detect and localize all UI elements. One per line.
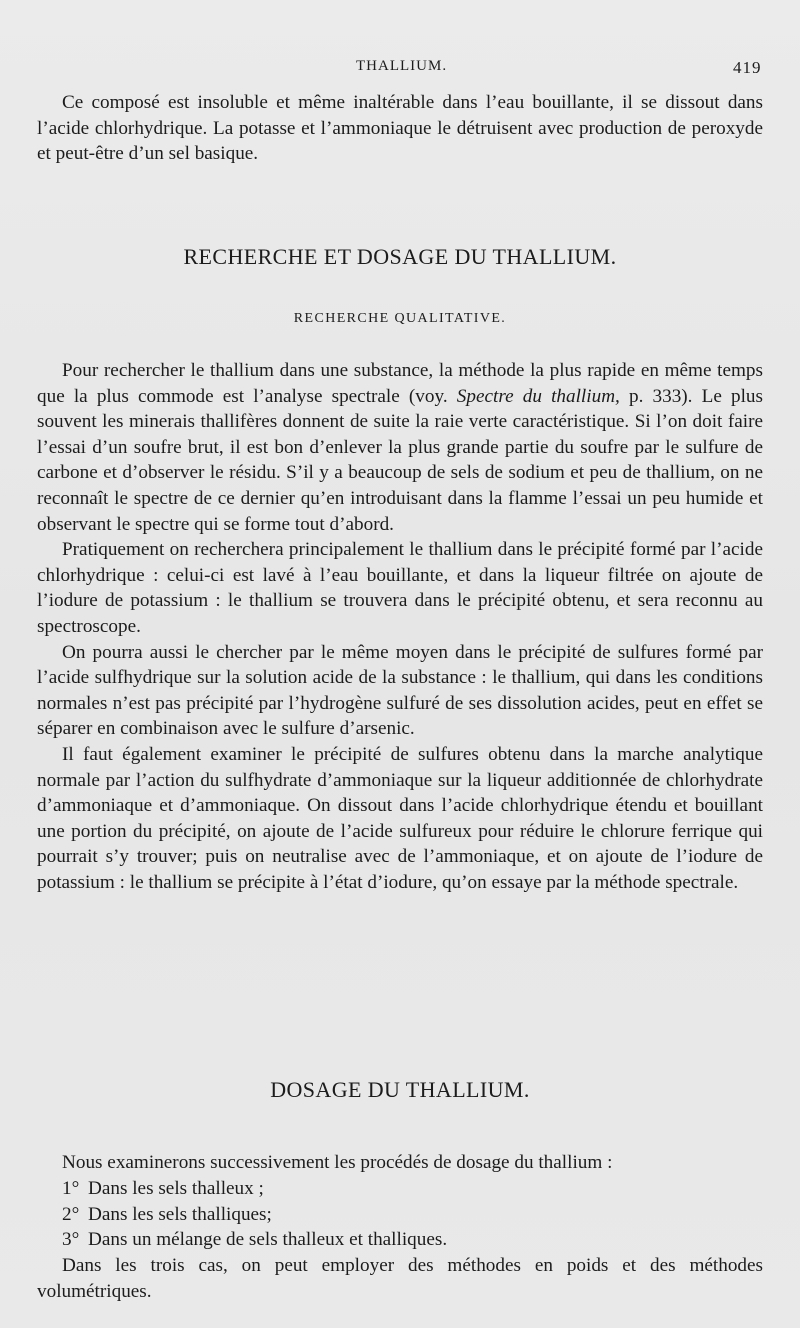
list-number: 3° bbox=[62, 1229, 80, 1251]
list-text: Dans les sels thalleux ; bbox=[88, 1178, 264, 1199]
dosage-intro-block bbox=[37, 1150, 763, 1176]
qualitative-paragraph-2: Pratiquement on recherchera principalement le thallium dans le précipité formé par l’acide chlorhydrique : celui-ci est lavé à l’eau bouillante, et dans la liqueur filtrée on ajoute de l’iodure de potassium : le thallium se trouvera dans le précipité obtenu, et sera reconnu au spectroscope. bbox=[37, 539, 763, 637]
intro-paragraph-block bbox=[37, 90, 763, 167]
list-item bbox=[62, 1202, 447, 1228]
dosage-title: DOSAGE DU THALLIUM. bbox=[270, 1077, 530, 1102]
p1-before: Pour rechercher le thallium dans une substance, la méthode la plus rapide en même temps que la plus commode est l’analyse spectrale (voy. bbox=[37, 360, 763, 407]
list-text: Dans un mélange de sels thalleux et thalliques. bbox=[88, 1229, 448, 1251]
qualitative-paragraph-3: On pourra aussi le chercher par le même moyen dans le précipité de sulfures formé par l’acide sulfhydrique sur la solution acide de la substance : le thallium, qui dans les conditions normales n’est pas précipité par l’hydrogène sulfuré de ses dissolution acides, peut en effet se séparer en combinaison avec le sulfure d’arsenic. bbox=[37, 641, 763, 740]
running-title: THALLIUM. bbox=[356, 58, 448, 74]
intro-paragraph: Ce composé est insoluble et même inaltérable dans l’eau bouillante, il se dissout dans l’acide chlorhydrique. La potasse et l’ammoniaque le détruisent avec production de peroxyde et peut-être d’un sel basique. bbox=[37, 92, 763, 165]
qualitative-text bbox=[37, 358, 763, 895]
list-number: 1° bbox=[62, 1178, 80, 1199]
list-number: 2° bbox=[62, 1203, 80, 1225]
list-item bbox=[62, 1176, 447, 1202]
page-number: 419 bbox=[733, 58, 762, 77]
section-title: RECHERCHE ET DOSAGE DU THALLIUM. bbox=[183, 244, 617, 269]
running-head bbox=[0, 58, 800, 82]
p1-italic: Spectre du thallium, bbox=[456, 385, 620, 407]
dosage-conclusion: Dans les trois cas, on peut employer des méthodes en poids et des méthodes volumétriques. bbox=[37, 1255, 763, 1302]
qualitative-paragraph-4: Il faut également examiner le précipité de sulfures obtenu dans la marche analytique normale par l’action du sulfhydrate d’ammoniaque sur la liqueur additionnée de chlorhydrate d’ammoniaque et d’ammoniaque. On dissout dans l’acide chlorhydrique étendu et bouillant une portion du précipité, on ajoute de l’acide sulfureux pour réduire le chlorure ferrique qui pourrait s’y trouver; puis on neutralise avec de l’ammoniaque, et on ajoute de l’iodure de potassium : le thallium se précipite à l’état d’iodure, qu’on essaye par la méthode spectrale. bbox=[37, 743, 763, 893]
p1-after: p. 333). Le plus souvent les minerais thallifères donnent de suite la raie verte caractéristique. Si l’on doit faire l’essai d’un soufre brut, il est bon d’enlever la plus grande partie du soufre par le sulfure de carbone et d’observer le résidu. S’il y a beaucoup de sels de sodium et peu de thallium, on ne reconnaît le spectre de ce dernier qu’en introduisant dans la flamme l’essai un peu humide et observant le spectre qui se forme tout d’abord. bbox=[37, 385, 763, 535]
subsection-title: RECHERCHE QUALITATIVE. bbox=[293, 311, 507, 326]
dosage-conclusion-block bbox=[37, 1253, 763, 1304]
list-item bbox=[62, 1227, 447, 1253]
dosage-list bbox=[62, 1176, 447, 1253]
dosage-intro: Nous examinerons successivement les procédés de dosage du thallium : bbox=[62, 1152, 613, 1173]
qualitative-paragraph-1 bbox=[37, 358, 763, 537]
list-text: Dans les sels thalliques; bbox=[88, 1203, 272, 1225]
